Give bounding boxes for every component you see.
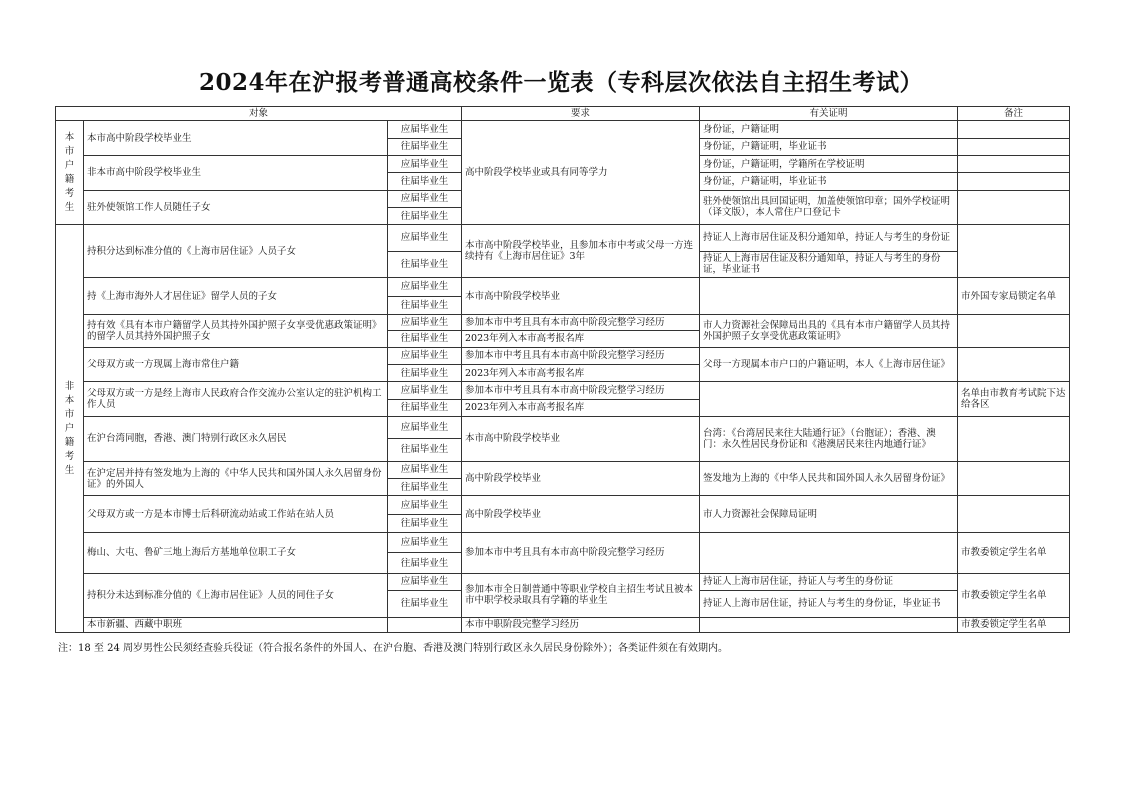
remark-cell [958, 416, 1070, 461]
previous-graduate-cell: 往届毕业生 [388, 364, 462, 381]
current-graduate-cell: 应届毕业生 [388, 314, 462, 330]
remark-cell [958, 347, 1070, 382]
conditions-table [55, 106, 1070, 633]
remark-cell [958, 155, 1070, 172]
object-cell: 父母双方或一方是本市博士后科研流动站或工作站在站人员 [84, 496, 388, 533]
previous-graduate-cell: 往届毕业生 [388, 207, 462, 224]
remark-cell: 市教委锁定学生名单 [958, 533, 1070, 574]
table-row [56, 573, 1070, 590]
header-object: 对象 [56, 107, 462, 121]
current-graduate-cell: 应届毕业生 [388, 190, 462, 207]
previous-graduate-cell: 往届毕业生 [388, 514, 462, 532]
proof-cell [700, 382, 958, 417]
header-requirement: 要求 [462, 107, 700, 121]
object-cell: 父母双方或一方是经上海市人民政府合作交流办公室认定的驻沪机构工作人员 [84, 382, 388, 417]
previous-graduate-cell: 往届毕业生 [388, 439, 462, 461]
object-cell: 在沪台湾同胞，香港、澳门特别行政区永久居民 [84, 416, 388, 461]
object-cell: 持积分达到标准分值的《上海市居住证》人员子女 [84, 225, 388, 278]
proof-cell: 持证人上海市居住证及积分通知单，持证人与考生的身份证 [700, 225, 958, 252]
requirement-cell: 高中阶段学校毕业 [462, 496, 700, 533]
object-cell: 持《上海市海外人才居住证》留学人员的子女 [84, 278, 388, 315]
current-graduate-cell: 应届毕业生 [388, 461, 462, 478]
table-row [56, 225, 1070, 252]
current-graduate-cell: 应届毕业生 [388, 155, 462, 172]
current-graduate-cell: 应届毕业生 [388, 533, 462, 553]
table-row [56, 347, 1070, 364]
previous-graduate-cell: 往届毕业生 [388, 173, 462, 190]
requirement-cell: 参加本市中考且具有本市高中阶段完整学习经历 [462, 347, 700, 364]
object-cell: 非本市高中阶段学校毕业生 [84, 155, 388, 190]
table-row [56, 496, 1070, 514]
remark-cell [958, 314, 1070, 347]
requirement-cell: 参加本市中考且具有本市高中阶段完整学习经历 [462, 382, 700, 399]
object-cell: 本市新疆、西藏中职班 [84, 617, 388, 632]
object-cell: 在沪定居并持有签发地为上海的《中华人民共和国外国人永久居留身份证》的外国人 [84, 461, 388, 496]
remark-cell: 名单由市教育考试院下达给各区 [958, 382, 1070, 417]
proof-cell: 市人力资源社会保障局出具的《具有本市户籍留学人员其持外国护照子女享受优惠政策证明》 [700, 314, 958, 347]
proof-cell [700, 617, 958, 632]
table-row [56, 416, 1070, 438]
group-label-nonlocal: 非 本 市 户 籍 考 生 [56, 225, 84, 633]
proof-cell: 身份证，户籍证明 [700, 121, 958, 138]
proof-cell: 持证人上海市居住证，持证人与考生的身份证 [700, 573, 958, 590]
requirement-cell: 2023年列入本市高考报名库 [462, 331, 700, 347]
remark-cell [958, 138, 1070, 155]
requirement-cell: 参加本市全日制普通中等职业学校自主招生考试且被本市中职学校录取具有学籍的毕业生 [462, 573, 700, 617]
table-row [56, 121, 1070, 138]
table-row [56, 461, 1070, 478]
remark-cell [958, 496, 1070, 533]
current-graduate-cell: 应届毕业生 [388, 278, 462, 296]
header-remark: 备注 [958, 107, 1070, 121]
object-cell: 梅山、大屯、鲁矿三地上海后方基地单位职工子女 [84, 533, 388, 574]
table-row [56, 617, 1070, 632]
object-cell: 本市高中阶段学校毕业生 [84, 121, 388, 156]
requirement-cell: 参加本市中考且具有本市高中阶段完整学习经历 [462, 314, 700, 330]
remark-cell: 市外国专家局锁定名单 [958, 278, 1070, 315]
current-graduate-cell: 应届毕业生 [388, 121, 462, 138]
page-title: 2024年在沪报考普通高校条件一览表（专科层次依法自主招生考试） [198, 69, 923, 96]
proof-cell: 持证人上海市居住证，持证人与考生的身份证，毕业证书 [700, 591, 958, 618]
proof-cell: 持证人上海市居住证及积分通知单，持证人与考生的身份证，毕业证书 [700, 251, 958, 278]
proof-cell [700, 278, 958, 315]
previous-graduate-cell: 往届毕业生 [388, 399, 462, 416]
graduate-type-cell [388, 617, 462, 632]
table-row [56, 533, 1070, 553]
remark-cell: 市教委锁定学生名单 [958, 617, 1070, 632]
remark-cell: 市教委锁定学生名单 [958, 573, 1070, 617]
current-graduate-cell: 应届毕业生 [388, 347, 462, 364]
requirement-cell: 2023年列入本市高考报名库 [462, 399, 700, 416]
current-graduate-cell: 应届毕业生 [388, 573, 462, 590]
current-graduate-cell: 应届毕业生 [388, 225, 462, 252]
object-cell: 父母双方或一方现属上海市常住户籍 [84, 347, 388, 382]
previous-graduate-cell: 往届毕业生 [388, 138, 462, 155]
remark-cell [958, 225, 1070, 278]
proof-cell: 父母一方现属本市户口的户籍证明，本人《上海市居住证》 [700, 347, 958, 382]
requirement-cell: 本市高中阶段学校毕业 [462, 416, 700, 461]
current-graduate-cell: 应届毕业生 [388, 496, 462, 514]
proof-cell: 签发地为上海的《中华人民共和国外国人永久居留身份证》 [700, 461, 958, 496]
requirement-cell: 本市中职阶段完整学习经历 [462, 617, 700, 632]
table-header-row [56, 107, 1070, 121]
current-graduate-cell: 应届毕业生 [388, 416, 462, 438]
previous-graduate-cell: 往届毕业生 [388, 591, 462, 618]
table-row [56, 278, 1070, 296]
object-cell: 驻外使领馆工作人员随任子女 [84, 190, 388, 225]
requirement-cell: 参加本市中考且具有本市高中阶段完整学习经历 [462, 533, 700, 574]
header-proof: 有关证明 [700, 107, 958, 121]
previous-graduate-cell: 往届毕业生 [388, 331, 462, 347]
requirement-cell: 高中阶段学校毕业 [462, 461, 700, 496]
footnote: 注：18 至 24 周岁男性公民须经查验兵役证（符合报名条件的外国人、在沪台胞、香港及澳门特别行政区永久居民身份除外）；各类证件须在有效期内。 [58, 643, 728, 654]
proof-cell: 台湾：《台湾居民来往大陆通行证》（台胞证）；香港、澳门：永久性居民身份证和《港澳居民来往内地通行证》 [700, 416, 958, 461]
remark-cell [958, 121, 1070, 138]
object-cell: 持积分未达到标准分值的《上海市居住证》人员的同住子女 [84, 573, 388, 617]
proof-cell: 身份证，户籍证明，毕业证书 [700, 173, 958, 190]
requirement-cell: 2023年列入本市高考报名库 [462, 364, 700, 381]
proof-cell: 身份证，户籍证明，毕业证书 [700, 138, 958, 155]
proof-cell [700, 533, 958, 574]
table-row [56, 314, 1070, 330]
previous-graduate-cell: 往届毕业生 [388, 479, 462, 496]
previous-graduate-cell: 往届毕业生 [388, 251, 462, 278]
current-graduate-cell: 应届毕业生 [388, 382, 462, 399]
proof-cell: 驻外使领馆出具回国证明，加盖使领馆印章；国外学校证明（译文版），本人常住户口登记卡 [700, 190, 958, 225]
requirement-cell: 本市高中阶段学校毕业 [462, 278, 700, 315]
object-cell: 持有效《具有本市户籍留学人员其持外国护照子女享受优惠政策证明》的留学人员其持外国护照子女 [84, 314, 388, 347]
requirement-cell: 高中阶段学校毕业或具有同等学力 [462, 121, 700, 225]
previous-graduate-cell: 往届毕业生 [388, 553, 462, 573]
previous-graduate-cell: 往届毕业生 [388, 296, 462, 314]
table-row [56, 382, 1070, 399]
group-label-local: 本 市 户 籍 考 生 [56, 121, 84, 225]
proof-cell: 身份证，户籍证明，学籍所在学校证明 [700, 155, 958, 172]
remark-cell [958, 173, 1070, 190]
proof-cell: 市人力资源社会保障局证明 [700, 496, 958, 533]
remark-cell [958, 190, 1070, 225]
remark-cell [958, 461, 1070, 496]
requirement-cell: 本市高中阶段学校毕业，且参加本市中考或父母一方连续持有《上海市居住证》3年 [462, 225, 700, 278]
